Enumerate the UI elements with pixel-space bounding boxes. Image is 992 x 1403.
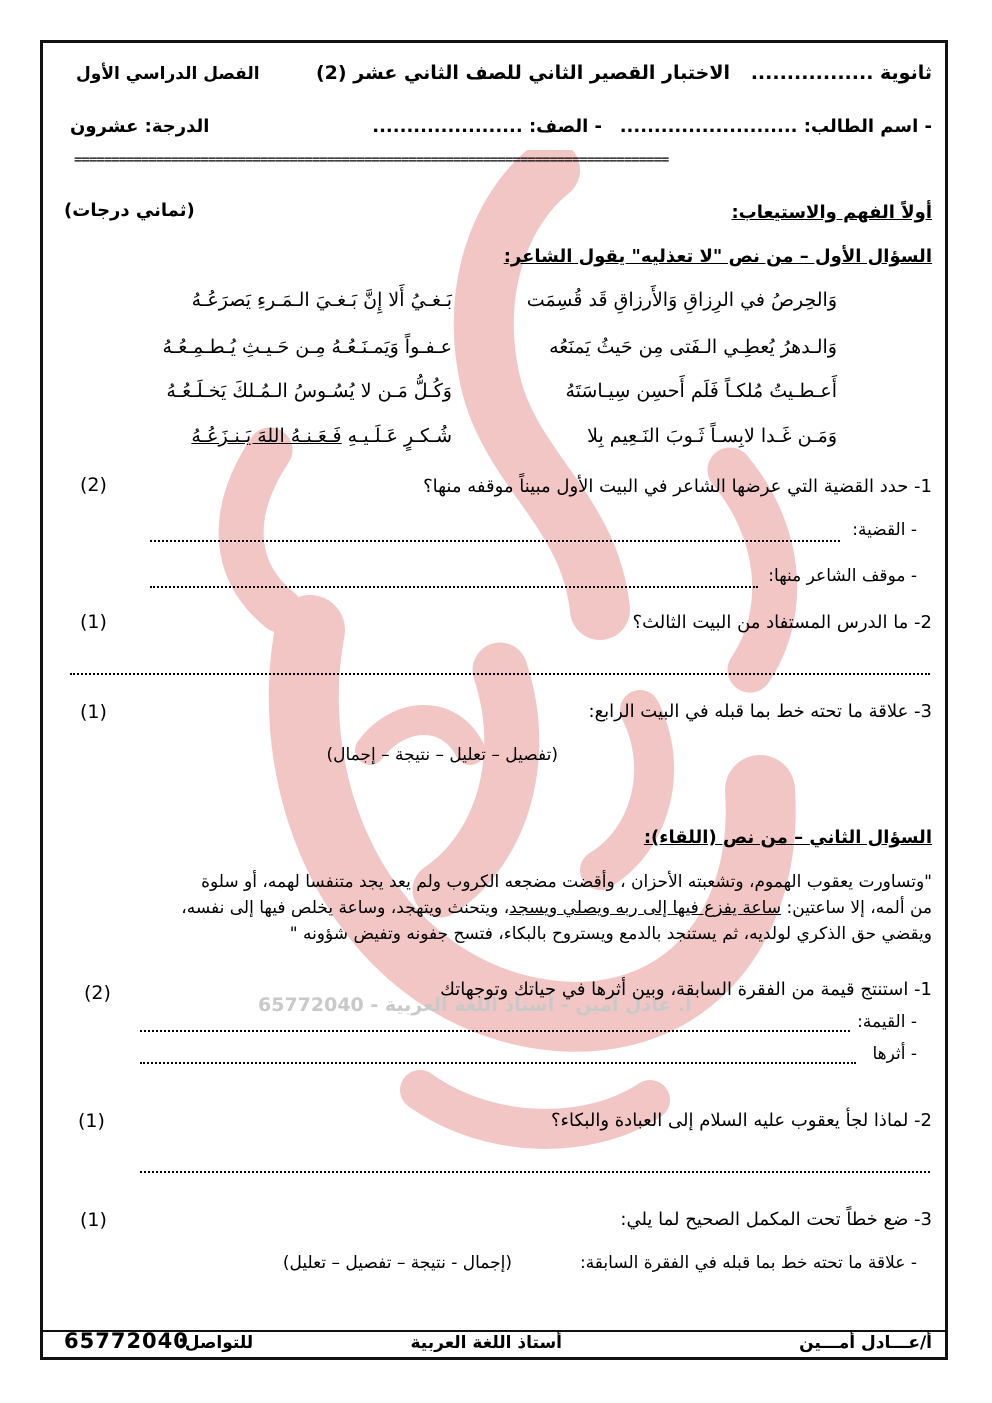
watermark-text: أ. عادل أمين - أستاذ اللغة العربية - 65772040: [258, 994, 692, 1016]
passage-underlined: ساعة يفزع فيها إلى ربه ويصلي ويسجد: [509, 898, 782, 918]
verse-4-underlined: فَـعَـنـهُ اللهَ يَـنـزَعُـهُ: [191, 425, 342, 447]
issue-label: - القضية:: [852, 520, 917, 540]
q1-item-2-mark: (1): [80, 611, 107, 633]
effect-label: - أثرها: [872, 1044, 917, 1064]
q2-item-1: 1- استنتج قيمة من الفقرة السابقة، وبين أثرها في حياتك وتوجهاتك: [440, 979, 932, 1000]
passage-line-3: ويقضي حق الذكري لولديه، ثم يستنجد بالدمع ويستروح بالبكاء، فتسح جفونه وتفيض شؤونه ": [289, 924, 932, 944]
relation-text: - علاقة ما تحته خط بما قبله في الفقرة السابقة:: [579, 1253, 917, 1273]
lesson-answer-line[interactable]: [70, 673, 930, 675]
q1-item-1: 1- حدد القضية التي عرضها الشاعر في البيت الأول مبيناً موقفه منها؟: [423, 476, 932, 497]
question-1-title: السؤال الأول – من نص "لا تعذليه" يقول الشاعر:: [503, 246, 932, 267]
contact-label: للتواصل:: [178, 1333, 254, 1353]
q2-item-3: 3- ضع خطاً تحت المكمل الصحيح لما يلي:: [620, 1209, 932, 1230]
header-separator: ================================================================================: [74, 155, 669, 165]
q1-options[interactable]: (تفصيل – تعليل – نتيجة – إجمال): [326, 745, 558, 765]
verse-2-first: وَالـدهرُ يُعطِـي الـفَتى مِن حَيثُ يَمنَعُه: [549, 336, 837, 358]
verse-1-second: بَـغـيُ أَلا إِنَّ بَـغـيَ الـمَـرءِ يَصرَعُـهُ: [191, 289, 452, 311]
q1-item-3-mark: (1): [80, 701, 107, 723]
school-name: ثانوية .................: [750, 62, 932, 84]
passage-line-1: "وتساورت يعقوب الهموم، وتشعبته الأحزان ، وأقضت مضجعه الكروب ولم يعد يجد متنفسا لهمه، أو سلوة: [201, 872, 932, 892]
stance-answer-line[interactable]: [150, 586, 758, 588]
passage-line-2-start: من ألمه، إلا ساعتين:: [781, 898, 932, 918]
question-2-title: السؤال الثاني – من نص (اللقاء):: [643, 827, 932, 848]
value-answer-line[interactable]: [140, 1030, 850, 1032]
exam-title: الاختبار القصير الثاني للصف الثاني عشر (2): [315, 62, 730, 84]
passage-line-2: [70, 895, 932, 921]
section-title: أولاً الفهم والاستيعاب:: [731, 202, 932, 223]
verse-4-first: وَمَـن غَـدا لابِسـاً ثَـوبَ النَـعِيم بِلا: [587, 425, 837, 447]
reason-answer-line[interactable]: [140, 1171, 930, 1173]
verse-2-second: عـفـواً وَيَمـنَـعُـهُ مِـن حَـيـثِ يُـطـمِـعُـهُ: [162, 336, 452, 358]
q2-item-2: 2- لماذا لجأ يعقوب عليه السلام إلى العبادة والبكاء؟: [550, 1110, 932, 1131]
term-label: الفصل الدراسي الأول: [76, 64, 260, 84]
q1-item-3: 3- علاقة ما تحته خط بما قبله في البيت الرابع:: [588, 701, 932, 722]
verse-1-first: وَالحِرصُ في الرِزاقِ وَالأَرزاقِ قَد قُسِمَت: [526, 289, 837, 311]
q1-item-2: 2- ما الدرس المستفاد من البيت الثالث؟: [632, 612, 932, 633]
verse-3-second: وَكُـلُّ مَـن لا يُسُـوسُ الـمُـلكَ يَخـلَـعُـهُ: [166, 380, 452, 402]
passage-line-2-end: ، ويتحنث ويتهجد، وساعة يخلص فيها إلى نفسه،: [181, 898, 510, 918]
class-field[interactable]: - الصف: ......................: [372, 116, 602, 137]
q2-item-3-mark: (1): [80, 1209, 107, 1231]
value-label: - القيمة:: [857, 1012, 917, 1032]
phone-number: 65772040: [64, 1329, 189, 1353]
verse-4-second: [191, 425, 452, 447]
q2-options[interactable]: (إجمال - نتيجة – تفصيل – تعليل): [282, 1253, 512, 1273]
q1-item-1-mark: (2): [80, 474, 107, 496]
teacher-name: أ/عـــادل أمـــين: [799, 1333, 932, 1353]
grade-label: الدرجة: عشرون: [70, 116, 210, 137]
q2-item-1-mark: (2): [84, 982, 111, 1004]
verse-3-first: أَعـطـيتُ مُلكـاً فَلَم أَحسِن سِيـاسَتَهُ: [565, 380, 837, 402]
effect-answer-line[interactable]: [140, 1062, 856, 1064]
section-marks: (ثماني درجات): [64, 200, 195, 221]
student-name-field[interactable]: - اسم الطالب: ..........................: [619, 116, 932, 137]
issue-answer-line[interactable]: [150, 540, 840, 542]
subject-label: أستاذ اللغة العربية: [410, 1333, 562, 1353]
stance-label: - موقف الشاعر منها:: [768, 566, 917, 586]
verse-4-second-a: شُـكـرٍ عَـلَـيـهِ: [341, 425, 452, 447]
q2-item-2-mark: (1): [78, 1110, 105, 1132]
passage: [70, 869, 932, 947]
